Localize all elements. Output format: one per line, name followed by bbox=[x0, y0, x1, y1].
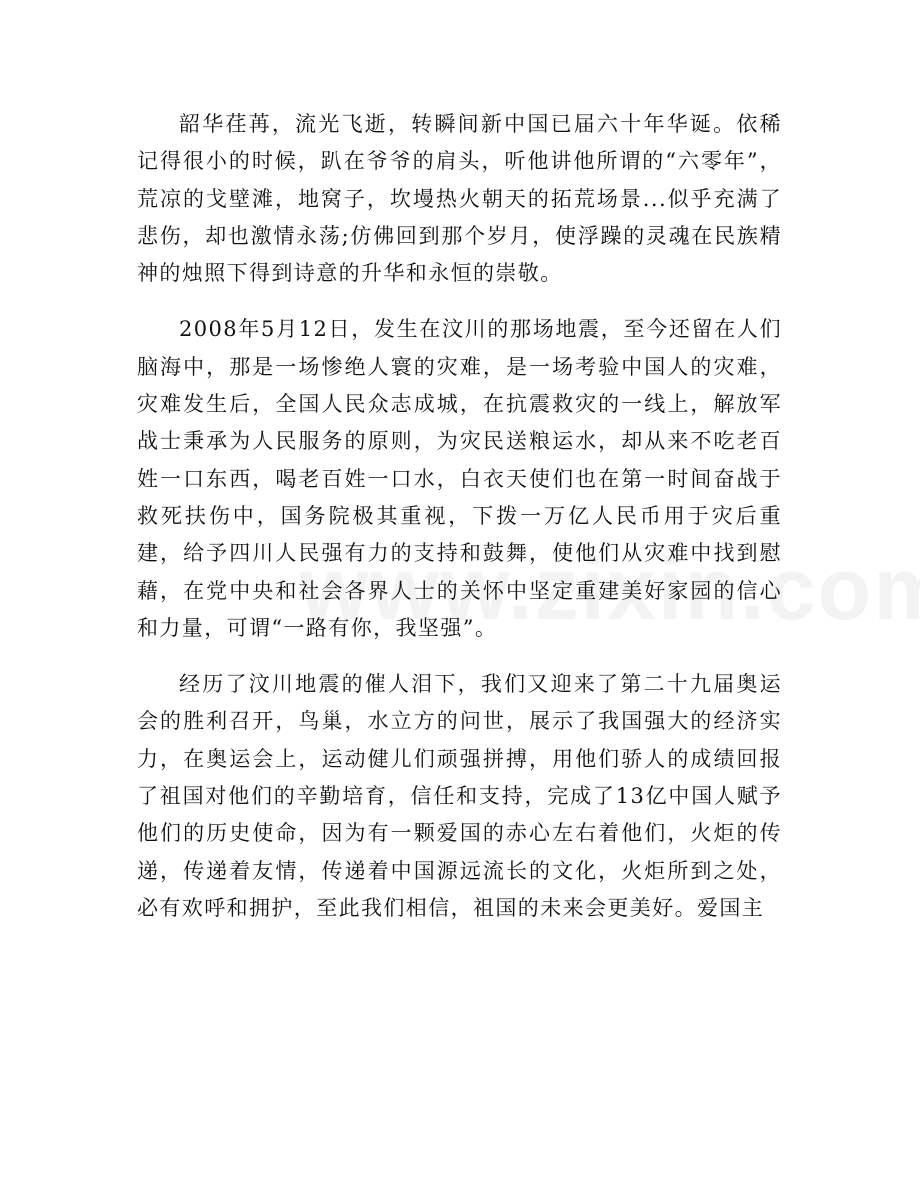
paragraph-2: 2008年5月12日，发生在汶川的那场地震，至今还留在人们脑海中，那是一场惨绝人寰的灾难，是一场考验中国人的灾难，灾难发生后，全国人民众志成城，在抗震救灾的一线上，解放军战士秉承为人民服务的原则，为灾民送粮运水，却从来不吃老百姓一口东西，喝老百姓一口水，白衣天使们也在第一时间奋战于救死扶伤中，国务院极其重视，下拨一万亿人民币用于灾后重建，给予四川人民强有力的支持和鼓舞，使他们从灾难中找到慰藉，在党中央和社会各界人士的关怀中坚定重建美好家园的信心和力量，可谓“一路有你，我坚强”。 bbox=[137, 317, 782, 640]
paragraph-1: 韶华荏苒，流光飞逝，转瞬间新中国已届六十年华诞。依稀记得很小的时候，趴在爷爷的肩头，听他讲他所谓的“六零年”，荒凉的戈壁滩，地窝子，坎墁热火朝天的拓荒场景...似乎充满了悲伤，却也激情永荡;仿佛回到那个岁月，使浮躁的灵魂在民族精神的烛照下得到诗意的升华和永恒的崇敬。 bbox=[137, 112, 782, 286]
document-body bbox=[137, 106, 782, 943]
paragraph-3: 经历了汶川地震的催人泪下，我们又迎来了第二十九届奥运会的胜利召开，鸟巢，水立方的问世，展示了我国强大的经济实力，在奥运会上，运动健儿们顽强拼搏，用他们骄人的成绩回报了祖国对他们的辛勤培育，信任和支持，完成了13亿中国人赋予他们的历史使命，因为有一颗爱国的赤心左右着他们，火炬的传递，传递着友情，传递着中国源远流长的文化，火炬所到之处，必有欢呼和拥护，至此我们相信，祖国的未来会更美好。爱国主 bbox=[137, 672, 782, 920]
